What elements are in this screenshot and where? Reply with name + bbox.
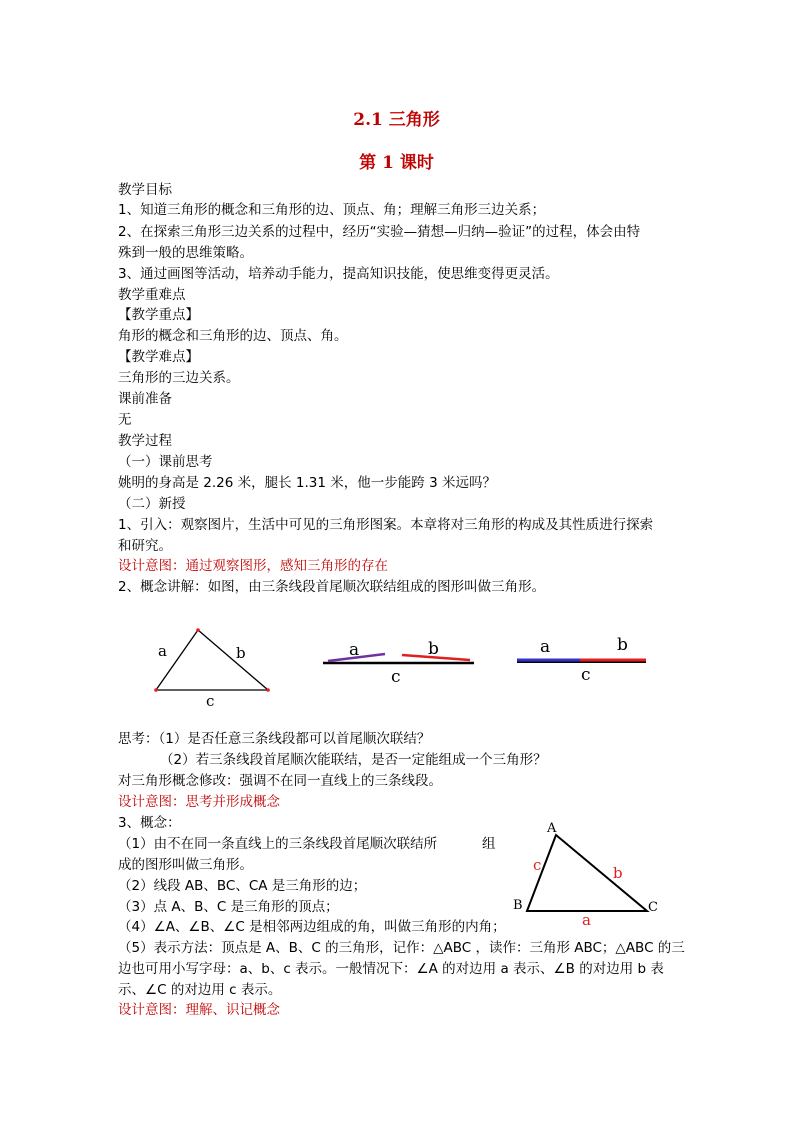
segment-label-b: b	[428, 639, 439, 659]
intro-line-1: 1、引入：观察图片，生活中可见的三角形图案。本章将对三角形的构成及其性质进行探索	[118, 517, 654, 533]
non-triangle-segments-figure	[323, 639, 474, 687]
collinear-label-b: b	[617, 635, 628, 655]
goal-item-2-line-2: 殊到一般的思维策略。	[118, 245, 253, 261]
goal-item-1: 1、知道三角形的概念和三角形的边、顶点、角；理解三角形三边关系；	[118, 202, 546, 218]
concept-item-1-line-1: （1）由不在同一条直线上的三条线段首尾顺次联结所	[118, 836, 438, 852]
goal-item-2-line-1: 2、在探索三角形三边关系的过程中，经历“实验—猜想—归纳—验证”的过程，体会由特	[118, 224, 641, 240]
triangle-label-c: c	[206, 692, 215, 710]
concept-item-5-line-1: （5）表示方法：顶点是 A、B、C 的三角形，记作：△ABC ，读作：三角形 ABC；△ABC 的三	[118, 940, 685, 956]
concept-heading: 3、概念：	[118, 815, 181, 831]
side-label-c: c	[533, 856, 542, 874]
concept-item-3: （3）点 A、B、C 是三角形的顶点；	[118, 899, 339, 915]
collinear-label-c: c	[581, 665, 591, 685]
concept-item-1-line-2: 成的图形叫做三角形。	[118, 857, 253, 873]
page-title: 2.1 三角形	[353, 110, 440, 130]
goal-item-3: 3、通过画图等活动，培养动手能力，提高知识技能，使思维变得更灵活。	[118, 266, 559, 282]
concept-explanation: 2、概念讲解：如图，由三条线段首尾顺次联结组成的图形叫做三角形。	[118, 579, 546, 595]
section-heading-preparation: 课前准备	[118, 391, 172, 407]
collinear-segments-figure	[517, 635, 646, 685]
part-1-heading: （一）课前思考	[118, 454, 213, 470]
warmup-question: 姚明的身高是 2.26 米，腿长 1.31 米，他一步能跨 3 米远吗？	[118, 475, 496, 491]
triangle-abc-figure	[505, 818, 675, 928]
concept-modification: 对三角形概念修改：强调不在同一直线上的三条线段。	[118, 773, 442, 789]
concept-item-2: （2）线段 AB、BC、CA 是三角形的边；	[118, 878, 367, 894]
section-heading-key-points: 教学重难点	[118, 287, 186, 303]
intro-line-2: 和研究。	[118, 538, 172, 554]
triangle-figure	[154, 628, 270, 710]
triangle-label-b: b	[236, 644, 246, 662]
side-label-a: a	[582, 911, 591, 928]
thinking-question-1: 思考：（1）是否任意三条线段都可以首尾顺次联结？	[118, 731, 431, 747]
key-point-text: 角形的概念和三角形的边、顶点、角。	[118, 328, 348, 344]
concept-item-4: （4）∠A、∠B、∠C 是相邻两边组成的角，叫做三角形的内角；	[118, 919, 506, 935]
concept-item-1-trailing-char: 组	[482, 836, 496, 852]
vertex-label-A: A	[547, 821, 557, 836]
concept-item-5-line-3: 示、∠C 的对边用 c 表示。	[118, 982, 282, 998]
vertex-label-B: B	[513, 898, 523, 913]
section-heading-process: 教学过程	[118, 433, 172, 449]
segment-label-a: a	[349, 640, 360, 660]
key-point-label: 【教学重点】	[118, 307, 199, 323]
triangle-label-a: a	[158, 642, 167, 660]
section-heading-goals: 教学目标	[118, 182, 172, 198]
preparation-text: 无	[118, 412, 132, 428]
vertex-label-C: C	[648, 900, 658, 915]
difficulty-text: 三角形的三边关系。	[118, 370, 240, 386]
design-intent-2: 设计意图：思考并形成概念	[118, 794, 280, 810]
collinear-label-a: a	[540, 637, 551, 657]
design-intent-3: 设计意图：理解、识记概念	[118, 1002, 280, 1018]
concept-item-5-line-2: 边也可用小写字母：a、b、c 表示。一般情况下：∠A 的对边用 a 表示、∠B 的对边用 b 表	[118, 961, 664, 977]
segment-label-c: c	[391, 667, 401, 687]
design-intent-1: 设计意图：通过观察图形，感知三角形的存在	[118, 558, 388, 574]
part-2-heading: （二）新授	[118, 496, 186, 512]
figure-row	[140, 620, 660, 710]
difficulty-label: 【教学难点】	[118, 349, 199, 365]
thinking-question-2: （2）若三条线段首尾顺次能联结，是否一定能组成一个三角形？	[160, 752, 547, 768]
page-subtitle: 第 1 课时	[359, 153, 434, 173]
side-label-b: b	[613, 864, 623, 882]
